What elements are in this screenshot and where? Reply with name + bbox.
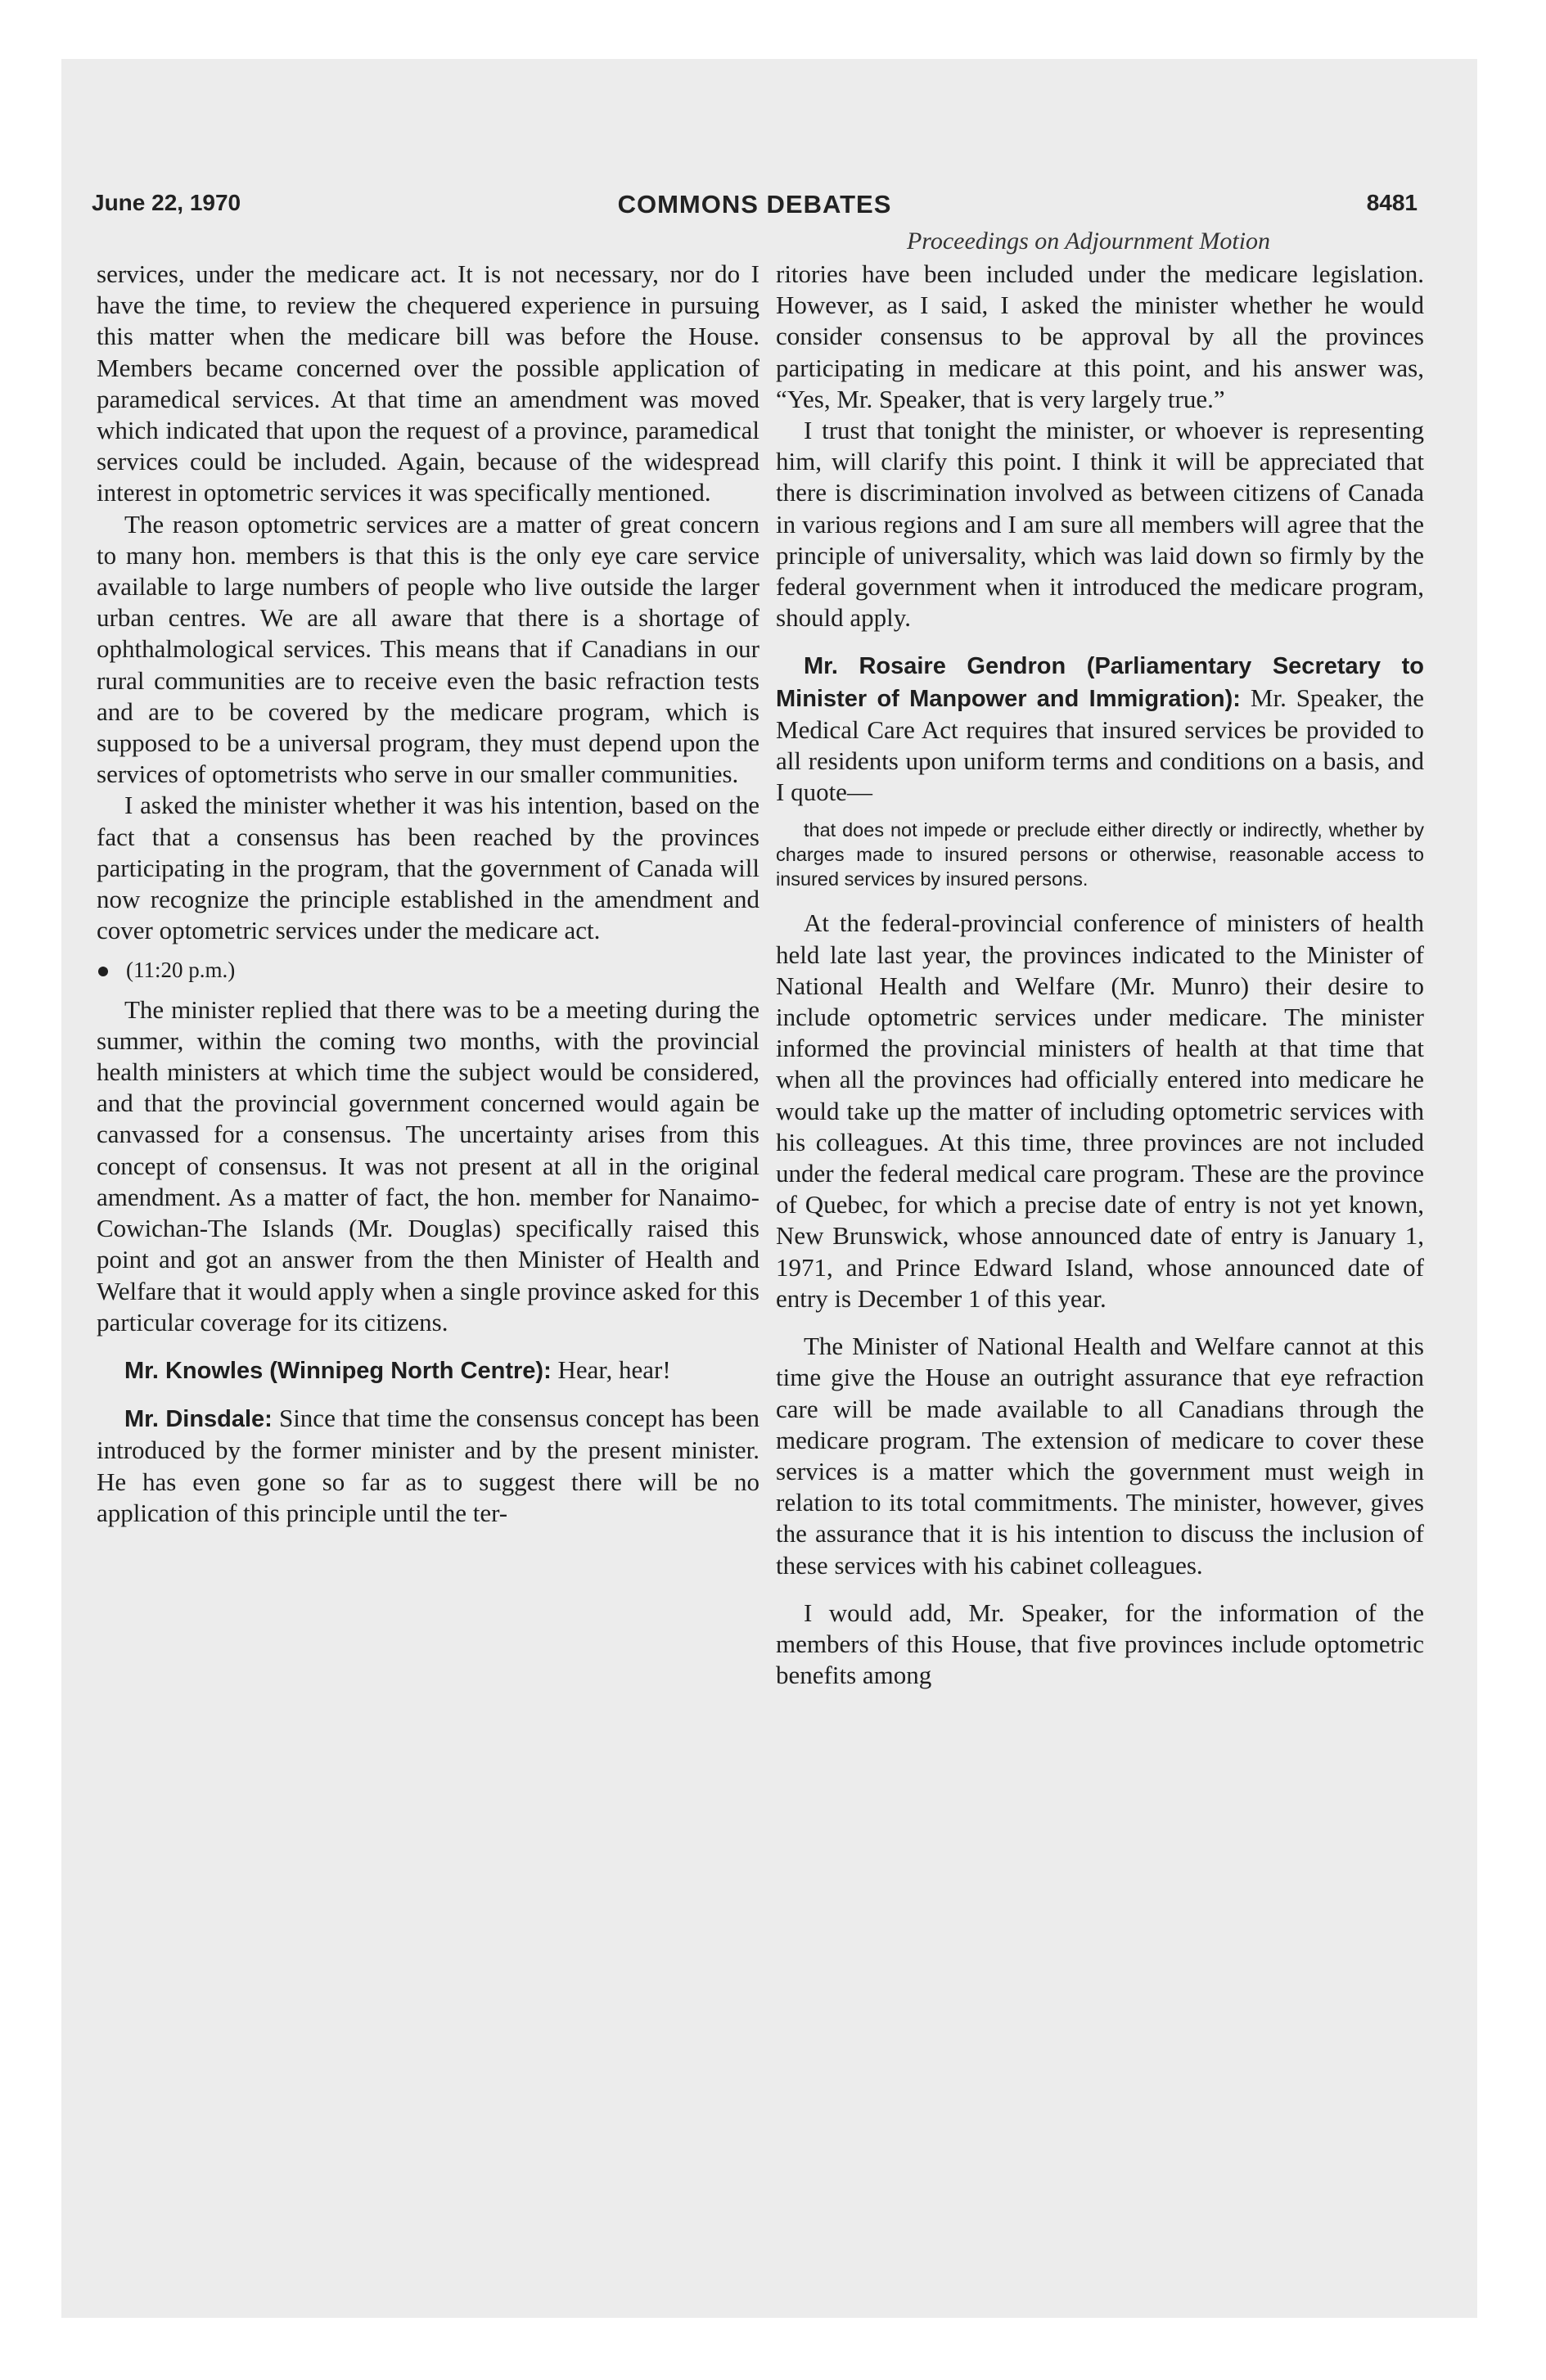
paragraph: I asked the minister whether it was his intention, based on the fact that a consensus has been reached by the provinces participating in the program, that the government of Canada will now recognize the principle established in the amendment and cover optometric services under the medicare act. [97, 791, 759, 945]
header-title: COMMONS DEBATES [617, 190, 892, 219]
paragraph: The Minister of National Health and Welfare cannot at this time give the House an outright assurance that eye refraction care will be made available to all Canadians through the medicare program. The extension of medicare to cover these services is a matter which the government must weigh in relation to its total commitments. The minister, however, gives the assurance that it is his intention to discuss the inclusion of these services with his cabinet colleagues. [776, 1332, 1424, 1580]
paragraph: I would add, Mr. Speaker, for the information of the members of this House, that five provinces include optometric benefits among [776, 1598, 1424, 1690]
header-date: June 22, 1970 [92, 190, 241, 215]
time-stamp: (11:20 p.m.) [126, 958, 236, 983]
paragraph: The minister replied that there was to be a meeting during the summer, within the coming two months, with the provincial health ministers at which time the subject would be considered, and that the provincial government concerned would again be canvassed for a consensus. The uncertainty arises from this concept of consensus. It was not present at all in the original amendment. As a matter of fact, the hon. member for Nanaimo-Cowichan-The Islands (Mr. Douglas) specifically raised this point and got an answer from the then Minister of Health and Welfare that it would apply when a single province asked for this particular coverage for its citizens. [97, 994, 759, 1336]
speech-text: Mr. Speaker, the Medical Care Act requires that insured services be provided to all residents upon uniform terms and conditions on a basis, and I quote— [776, 683, 1425, 807]
speaker-name: Mr. Dinsdale: [124, 1406, 273, 1433]
right-column [776, 259, 1424, 1691]
page-number: 8481 [1366, 190, 1418, 215]
page-header [92, 190, 1418, 223]
paragraph: I trust that tonight the minister, or whoever is representing him, will clarify this point. I think it will be appreciated that there is discrimination involved as between citizens of Canada in various regions and I am sure all members will agree that the principle of universality, which was laid down so firmly by the federal government when it introduced the medicare program, should apply. [776, 416, 1424, 633]
time-marker [97, 954, 759, 985]
paragraph: ritories have been included under the medicare legislation. However, as I said, I asked the minister whether he would consider consensus to be approval by all the provinces participating in medicare at this point, and his answer was, “Yes, Mr. Speaker, that is very largely true.” [776, 259, 1424, 413]
block-quote: that does not impede or preclude either directly or indirectly, whether by charges made to insured persons or otherwise, reasonable access to insured services by insured persons. [776, 819, 1424, 890]
speech-text: Hear, hear! [557, 1355, 671, 1384]
section-heading: Proceedings on Adjournment Motion [906, 228, 1271, 255]
bullet-icon [98, 967, 108, 976]
speech-text: Since that time the consensus concept has been introduced by the former minister and by the present minister. He has even gone so far as to suggest there will be no application of this principle until the ter- [97, 1404, 759, 1527]
speech [97, 1355, 759, 1386]
paragraph: The reason optometric services are a matter of great concern to many hon. members is that this is the only eye care service available to large numbers of people who live outside the larger urban centres. We are all aware that there is a shortage of ophthalmological services. This means that if Canadians in our rural communities are to receive even the basic refraction tests and are to be covered by the medicare program, which is supposed to be a universal program, they must depend upon the services of optometrists who serve in our smaller communities. [97, 509, 759, 789]
speech [776, 650, 1424, 808]
speaker-name: Mr. Rosaire Gendron (Parliamentary Secretary to Minister of Manpower and Immigration): [776, 653, 1424, 712]
paragraph: services, under the medicare act. It is not necessary, nor do I have the time, to review the chequered experience in pursuing this matter when the medicare bill was before the House. Members became concerned over the possible application of paramedical services. At that time an amendment was moved which indicated that upon the request of a province, paramedical services could be included. Again, because of the widespread interest in optometric services it was specifically mentioned. [97, 259, 759, 507]
paragraph: At the federal-provincial conference of ministers of health held late last year, the provinces indicated to the Minister of National Health and Welfare (Mr. Munro) their desire to include optometric services under medicare. The minister informed the provincial ministers of health at that time that when all the provinces had officially entered into medicare he would take up the matter of including optometric services with his colleagues. At this time, three provinces are not included under the federal medical care program. These are the province of Quebec, for which a precise date of entry is not yet known, New Brunswick, whose announced date of entry is January 1, 1971, and Prince Edward Island, whose announced date of entry is December 1 of this year. [776, 908, 1424, 1313]
speaker-name: Mr. Knowles (Winnipeg North Centre): [124, 1357, 552, 1384]
speech [97, 1403, 759, 1529]
left-column [97, 259, 759, 1529]
